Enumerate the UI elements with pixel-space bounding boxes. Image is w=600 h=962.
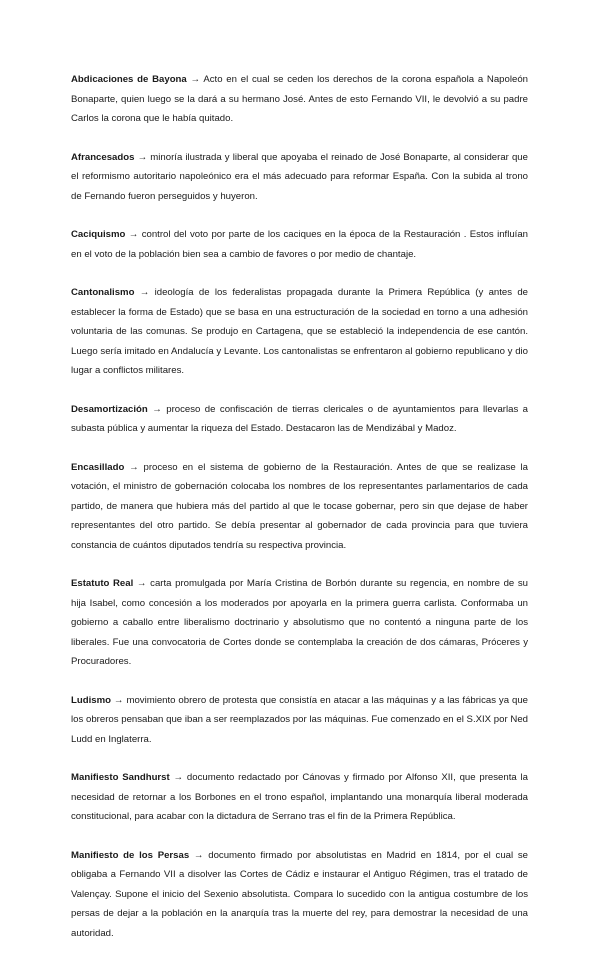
arrow-glyph: →	[190, 74, 201, 85]
arrow-glyph: →	[136, 578, 147, 589]
glossary-definition: control del voto por parte de los caciques en la época de la Restauración . Estos influían en el voto de la población bien sea a cambio de favores o por medio de chantaje.	[71, 229, 529, 260]
glossary-definition: ideología de los federalistas propagada durante la Primera República (y antes de establecer la forma de Estado) que se basa en una estructuración de la sociedad en torno a una adhesión voluntaria de las comunas. Se produjo en Cartagena, que se estableció la independencia de ese cantón. Luego sería imitado en Andalucía y Levante. Los cantonalistas se enfrentaron al gobierno republicano y dio lugar a conflictos militares.	[71, 287, 528, 376]
glossary-definition: proceso en el sistema de gobierno de la Restauración. Antes de que se realizase la votación, el ministro de gobernación colocaba los nombres de los representantes parlamentarios de cada partido, de manera que hubiera más del partido al que le tocase gobernar, pero sin que dejase de haber representantes del otro partido. Se debía presentar al gobernador de cada provincia para que tuviera constancia de cuántos diputados tendría su respectiva provincia.	[71, 461, 528, 551]
glossary-definition: carta promulgada por María Cristina de Borbón durante su regencia, en nombre de su hija Isabel, como concesión a los moderados por apoyarla en la primera guerra carlista. Conformaba un gobierno a caballo entre liberalismo doctrinario y absolutismo que no contentó a ninguna parte de los liberales. Fue una convocatoria de Cortes donde se contemplaba la creación de dos cámaras, Próceres y Procuradores.	[71, 578, 529, 667]
glossary-term: Desamortización	[71, 403, 148, 415]
glossary-definition: Acto en el cual se ceden los derechos de la corona española a Napoleón Bonaparte, quien luego se la dará a su hermano José. Antes de esto Fernando VII, le devolvió a su padre Carlos la corona que le había quitado.	[71, 74, 528, 124]
glossary-term: Manifiesto de los Persas	[71, 849, 190, 861]
glossary-entry	[71, 148, 528, 207]
glossary-term: Abdicaciones de Bayona	[71, 74, 187, 85]
arrow-glyph: →	[128, 229, 139, 240]
glossary-entry	[71, 691, 528, 750]
glossary-term: Cantonalismo	[71, 287, 135, 298]
glossary-term: Ludismo	[71, 694, 111, 706]
glossary-definition: proceso de confiscación de tierras clericales o de ayuntamientos para llevarlas a subasta pública y aumentar la riqueza del Estado. Destacaron las de Mendizábal y Madoz.	[71, 403, 529, 434]
arrow-glyph: →	[129, 461, 139, 473]
arrow-glyph: →	[139, 287, 150, 298]
glossary-entry	[71, 400, 528, 439]
glossary-term: Manifiesto Sandhurst	[71, 772, 170, 783]
glossary-term: Estatuto Real	[71, 578, 134, 589]
arrow-glyph: →	[173, 772, 184, 783]
glossary-entry	[71, 458, 528, 556]
glossary-entry	[71, 70, 528, 129]
glossary-entry	[71, 225, 528, 264]
glossary-term: Afrancesados	[71, 151, 135, 163]
glossary-entry	[71, 768, 528, 827]
glossary	[71, 70, 528, 962]
glossary-term: Encasillado	[71, 461, 125, 473]
glossary-term: Caciquismo	[71, 229, 126, 240]
arrow-glyph: →	[137, 151, 148, 163]
glossary-entry	[71, 283, 528, 381]
glossary-definition: documento redactado por Cánovas y firmado por Alfonso XII, que presenta la necesidad de retornar a los Borbones en el trono español, implantando una monarquía liberal moderada constitucional, para acabar con la dictadura de Serrano tras el fin de la Primera República.	[71, 772, 528, 822]
arrow-glyph: →	[152, 403, 162, 415]
glossary-entry	[71, 846, 528, 944]
arrow-glyph: →	[113, 694, 124, 706]
glossary-definition: movimiento obrero de protesta que consistía en atacar a las máquinas y a las fábricas ya que los obreros pensaban que iban a ser reemplazados por las máquinas. Fue comenzado en el S.XIX por Ned Ludd en Inglaterra.	[71, 694, 528, 745]
glossary-entry	[71, 574, 528, 672]
arrow-glyph: →	[193, 849, 204, 861]
glossary-definition: documento firmado por absolutistas en Madrid en 1814, por el cual se obligaba a Fernando VII a disolver las Cortes de Cádiz e instaurar el Antiguo Régimen, tras el tratado de Valençay. Supone el inicio del Sexenio absolutista. Compara lo sucedido con la antigua costumbre de los persas de dejar a la población en la anarquía tras la muerte del rey, para demostrar la necesidad de una autoridad.	[71, 849, 528, 939]
glossary-definition: minoría ilustrada y liberal que apoyaba el reinado de José Bonaparte, al considerar que el reformismo autoritario napoleónico era el más adecuado para reformar España. Con la subida al trono de Fernando fueron perseguidos y huyeron.	[71, 151, 528, 202]
